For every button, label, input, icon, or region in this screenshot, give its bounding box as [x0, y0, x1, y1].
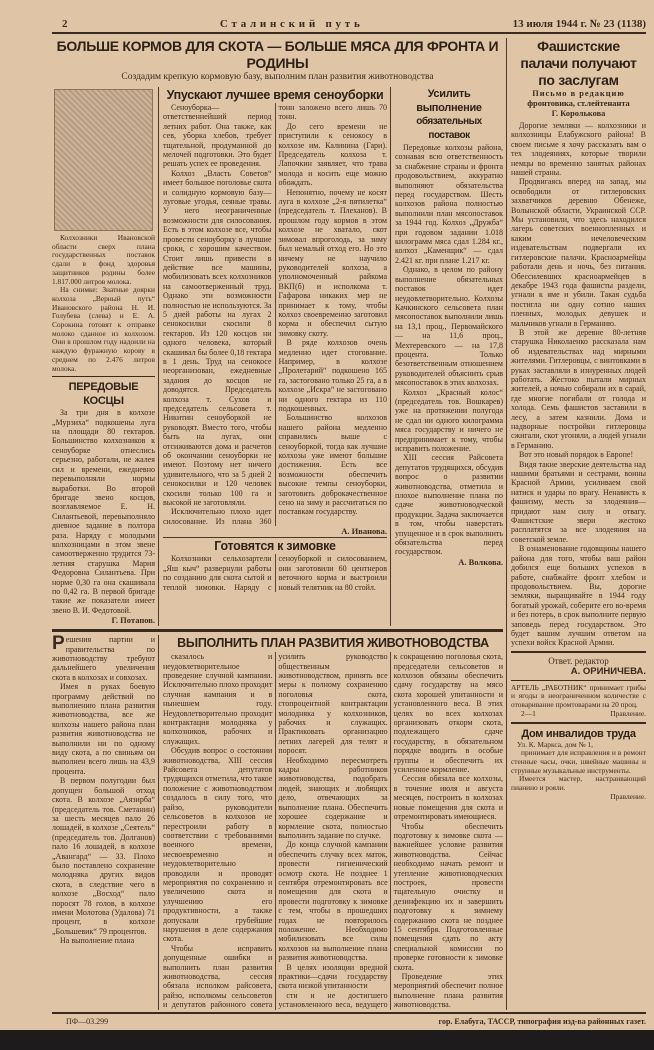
paragraph: За три дня в колхозе „Мурзиха“ подкошены луга на площади 80 гектаров. Большинство колхозников к сеноуборке отнеслись серьезно, работали, не жалея сил и времени, ежедневно перевыполняли нормы выработки. Во второй бригаде звено косцов, возглавляемое Е. Н. Силантьевой, перевыполняло дневное задание в полтора раза. Наряду с молодыми колхозницами в этом звене самоотверженно трудится 73-летняя старушка Мария Федоровна Силантьева. При норме 0,30 га она скашивала по 0,42 га. В первой бригаде такие же показатели имеет звено В. И. Федотовой.	[52, 408, 155, 615]
letter-subtitle-3: Г. Королькова	[551, 109, 606, 118]
paragraph: Колхоз „Власть Советов“ имеет большое поголовье скота и солидную кормовую базу—луговые угодья, сеяные травы. У него неограниченные возможности для силосования. Есть в этом колхозе все, чтобы провести сеноуборку в лучшие сроки, с хорошим качеством. Стоит лишь привести в действие все машины, мобилизовать всех колхозников на самоотверженный труд. Однако эти возможности полностью не используются. За 5 дней работы на лугах 2 сенокосилки скосили 8 гектаров. Из 120 косцов ни одного человека, который скашивал бы более 0,18 гектара в 1 день. Труд на сенокосе неорганизован, ежедневные задания до косцов не доводятся. Председатель колхоза т. Сухов и председатель сельсовета т. Никитин сеноуборкой не руководят. Вместо того, чтобы быть на лугах, они отсиживаются дома и расчетов об окончании сеноуборки не имеют. Поэтому нет ничего удивительного, что за 5 дней 2 сенокосилки и 120 человек скосили только 100 га и высокой не заготовляли.	[163, 168, 272, 508]
rule	[511, 651, 646, 653]
main-headline: БОЛЬШЕ КОРМОВ ДЛЯ СКОТА — БОЛЬШЕ МЯСА ДЛЯ ФРОНТА И РОДИНЫ	[56, 38, 499, 71]
plan-title: ВЫПОЛНИТЬ ПЛАН РАЗВИТИЯ ЖИВОТНОВОДСТВА	[177, 636, 489, 651]
paragraph: Чтобы обеспечить подготовку к зимовке скота — важнейшее условие развития животноводства. Сейчас необходимо начать ремонт и утепление животноводческих построек, провести тщательную очистку и дезинфекцию их и завершить подготовку к зимнему содержанию скота не позднее 15 сентября. Подготовленные помещения сдать по акту специальной комиссии по проверке готовности к зимовке скота.	[393, 821, 503, 972]
paragraph: сти и не достигшего установленного веса, ведущего к сокращению поголовья скота, председатели сельсоветов и колхозов обязаны обеспечить сдачу государству на мясо скота хорошей упитанности и установленного веса. В этих целях во всех колхозах организовать откорм скота, подлежащего сдаче государству, в обязательном порядке вводить в особые группы и обеспечить их усиленное кормление.	[278, 652, 503, 1010]
letter-subtitle-2: фронтовика, ст.лейтенанта	[527, 99, 630, 108]
masthead	[52, 18, 646, 34]
senouborka-signature: А. Иванова.	[341, 526, 387, 537]
plan-article	[52, 635, 503, 1009]
letter-subtitle-1: Письмо в редакцию	[532, 89, 625, 98]
ad-artel-text: АРТЕЛЬ „РАБОТНИК“ принимает грибы и ягоды в неограниченном количестве с отоваривание промтоварами на 20 проц.	[511, 682, 646, 710]
paragraph: Необходимо пересмотреть кадры работников животноводства, подобрать людей, знающих и любящих дело, отвечающих за выполнение плана. Обеспечить хорошее содержание и кормление скота, полностью выполнить задание по случке.	[278, 755, 388, 840]
ad-invalid-home-text: принимает для исправления и в ремонт стенные часы, очки, швейные машины и струнные музыкальные инструменты.	[511, 748, 646, 775]
zimovka-body	[163, 554, 387, 592]
ad-artel-signature: Правление.	[610, 708, 646, 718]
paragraph: Проведение этих мероприятий обеспечит полное выполнение плана развития животноводства.	[393, 972, 503, 1010]
top-section	[52, 38, 646, 1010]
newspaper-title: С т а л и н с к и й п у т ь	[219, 18, 361, 30]
zimovka-title: Готовятся к зимовке	[163, 537, 387, 554]
main-subheadline: Создадим крепкую кормовую базу, выполним план развития животноводства	[121, 72, 434, 82]
drop-cap: Р	[52, 633, 65, 655]
paragraph: В ряде колхозов очень медленно идет стогование. Например, в колхозе „Пролетарий“ подкошено 165 га, застоговано только 25 га, а в колхозе „Искра“ не застоговано ни одного гектара из 110 подкошенных.	[278, 338, 387, 413]
middle-column	[158, 87, 390, 626]
footer	[52, 1012, 646, 1026]
paragraph: Продвигаясь вперед на запад, мы освободили от гитлеровских захватчиков деревню Обенеже, Волынской области, Украинской ССР. Мы установили, что здесь находился лагерь советских военнопленных и каким нечеловеческим издевательствам подвергали их гитлеровские палачи. Красноармейцы работали день и ночь, без питания. Обессилевших красноармейцев в декабре 1943 года фашисты раздели, угнали к яме и убили. Такая судьба постигла ни одну сотню наших пленных, молодых девушек и мальчиков угнали в Германию.	[511, 177, 646, 328]
postavki-title-2: обязательных поставок	[416, 116, 482, 141]
paragraph: В целях изоляции вредной практики—сдачи государству скота низкой упитанности	[278, 962, 388, 991]
articles-row	[52, 87, 503, 626]
ad-invalid-home-title: Дом инвалидов труда	[521, 727, 636, 740]
paragraph: Чтобы исправить допущенные ошибки и выполнить план развития животноводства, сессия обязала исполком райсовета, райзо, исполкомы сельсоветов и депутатов районного совета усилить руководство общественным животноводством, принять все меры к полному сохранению поголовья скота, стопроцентной контрактации молодняка у колхозников, рабочих и служащих. Практиковать организацию летних лагерей для телят и поросят.	[163, 652, 388, 1010]
postavki-title-1: Усилить выполнение	[416, 88, 482, 114]
photo-milkmaids	[54, 89, 153, 231]
photo-description: На снимке: Знатные доярки колхоза „Верный путь“ Ивановского района Н. И. Голубева (слева) и Е. А. Сорокина готовят к отправке молоко сданное из колхозом. Они в прошлом году надоили на каждую фуражную корову в среднем по 2.476 литров молока.	[52, 285, 155, 373]
ad-artel-footer	[511, 710, 646, 719]
paragraph: На выполнение плана	[60, 936, 135, 946]
paragraph: Колхозники сельхозартели „Яш кыч“ развернули работы по созданию для скота сытой и теплой зимовки. Наряду с сеноуборкой и силосованием, они заготовили 60 центнеров веточного корма и выстроили новый телятник на 80 стойл.	[163, 554, 387, 592]
ad-invalid-home-text2: Имеется мастер, настраивающий пианино и рояли.	[511, 774, 646, 793]
editor-label: Ответ. редактор	[548, 655, 609, 666]
paragraph: Большинство колхозов нашего района медленно справились выше с сеноуборкой, тогда как лучшие колхозы уже имеют большие достижения. Есть все возможности обеспечить высокие темпы сеноуборки, заготовить доброкачественное сено на зиму и рассчитаться по поставкам государству.	[278, 413, 387, 517]
paragraph: Колхоз „Красный колос“ (председатель тов. Вошкарев) уже на протяжении полугода не сдал ни одного килограмма мяса государству и ничего не предпринимает к тому, чтобы исправить положение.	[395, 387, 503, 453]
paragraph: До конца случной кампании обеспечить случку всех маток, провести гигиенический осмотр скота. Не позднее 1 сентября отремонтировать все помещения для скота и провести подготовку к зимовке с тем, чтобы в прошедших годах не повторилось положение. Необходимо мобилизовать все силы колхозов на выполнение плана развития животноводства.	[278, 840, 388, 963]
plan-body	[163, 652, 503, 1009]
paragraph: сказалось и неудовлетворительное проведение случной кампании. Исключительно плохо проходит случная кампания и в нынешнем году. Неудовлетворительно проходит контрактация молодняка у колхозников, рабочих и служащих.	[163, 652, 273, 746]
photo-caption: Колхозники Ивановской области сверх плана государственных поставок сдали в фонд здоровья защитников родины более 1.817.000 литров молока.	[52, 233, 155, 286]
editor-name: А. ОРИНИЧЕВА.	[570, 665, 646, 677]
paragraph: В этой же деревне 80-летняя старушка Николаенко рассказала нам об издевательствах над мирными жителями. Гитлеровцы, с винтовками в руках заставляли в изнуренных людей работать. Жестоко пытали мирных жителей, а ночью собирали их в сарай, где многие погибали от голода и холода. Семь фашистов заставили в лесу, а затем казнили. Дома и надворные постройки гитлеровцы сжигали, скот угоняли, а людей угнали в Германию.	[511, 327, 646, 450]
letter-title-3: по заслугам	[538, 72, 619, 88]
letter-title-2: палачи получают	[520, 55, 637, 71]
paragraph: Имея в руках боевую программу действий по выполнению плана развития животноводства, все же колхозы нашего района план развития животноводства не выполнили ни по одному виду скота, а по свиньям он выполнен всего лишь на 43,9 процента.	[52, 682, 155, 776]
paragraph: Непонятно, почему не косят луга в колхозе „2-я пятилетка“ (председатель т. Плеханов). В прошлом году кормов в этом колхозе не хватало, скот зимовал впроголодь, за зиму был немалый отход его. Но это ничему не научило руководителей колхоза, а уполномоченный райкома ВКП(б) и исполкома т. Гафарова никаких мер не принимает к тому, чтобы колхоз своевременно заготовил корма и обеспечил сытую зимовку скоту.	[278, 187, 387, 338]
paragraph: В первом полугодии был допущен большой отход скота. В колхозе „Аязирба“ (председатель тов. Сметанин) за шесть месяцев пало 26 лошадей, в колхозе „Сеятель“ (председатель тов. Долганов) пало 16 лошадей, в колхозе „Авангард“ — 33. Плохо было поставлено сохранение молодняка других видов скота, в следствие чего в колхозе „Восход“ пало поросят 78 голов, в колхозе имени Молотова (Удалова) 71 процент, в колхозе „Большевик“ 79 процентов.	[52, 776, 155, 936]
plan-main	[158, 635, 503, 1009]
paragraph: Дорогие земляки — колхозники и колхозницы Елабужского района! В своем письме я хочу рассказать вам о тех злодеяниях, которые творили немцы во временно занятых районах нашей страны.	[511, 121, 646, 178]
footer-printer: гор. Елабуга, ТАССР, типография изд-ва районных газет.	[438, 1016, 646, 1026]
paragraph: Однако, в целом по району выполнение обязательных поставок идет неудовлетворительно. Колхозы Качкинского сельсовета план мясопоставок выполнили лишь на 13,1 проц., Первомайского — на 11,6 проц., Мехтеревского — на 17,8 процента. Только безответственным отношением руководителей объяснить срыв мясопоставок в этих колхозах.	[395, 265, 503, 388]
postavki-body	[395, 143, 503, 557]
paragraph: Сеноуборка—ответственнейший период летних работ. Она также, как сев, уборка хлебов, требует тщательной, продуманной до мелочей подготовки. Это будет решать успех ее проведения.	[163, 103, 272, 169]
paragraph: До сего времени не приступили к сенокосу в колхозе им. Калинина (Гари). Председатель колхоза т. Лапочкин заявляет, что трава молода и косить еще можно обождать.	[278, 121, 387, 188]
postavki-signature: А. Волкова.	[458, 556, 503, 567]
paragraph: Вот это новый порядок в Европе!	[519, 450, 634, 460]
paragraph: Передовые колхозы района, сознавая всю ответственность за снабжение страны и фронта продовольствием, аккуратно выполняют обязательства перед государством. Шесть колхозов района полностью выполнили план мясопоставок за 1944 год. Колхоз „Дружба“ при годовом задании 1.018 килограмм мяса сдал 1.284 кг., колхоз „Каменщик“ — сдал 2.421 кг. при плане 1.217 кг.	[395, 143, 503, 265]
ad-invalid-home-address: Ул. К. Маркса, дом № 1,	[517, 739, 593, 749]
postavki-column	[390, 87, 503, 626]
page-number: 2	[62, 18, 68, 30]
senouborka-body	[163, 103, 387, 526]
paragraph: В ознаменование годовщины нашего района для того, чтобы ваш район добился еще больших успехов в работе, снабжайте фронт хлебом и продовольствием. Вы, дорогие земляки, выращивайте в 1944 году богатый урожай, соберите его во-время и без потерь, в срок выполните первую заповедь перед государством. Это будет вашим лучшим ответом на успехи войск Красной Армии.	[511, 544, 646, 648]
paragraph: XIII сессия Райсовета депутатов трудящихся, обсудив вопрос о развитии животноводства, отметила и плохое выполнение плана по сдаче животноводческой продукции. Задача заключается в том, чтобы наверстать упущенное и в срок выполнить обязательства перед государством.	[395, 453, 503, 557]
ad-artel-number: 2—1	[521, 708, 536, 718]
paragraph: Исключительно плохо идет силосование. Из плана 360 тонн заложено всего лишь 70 тонн.	[163, 103, 387, 526]
ad-invalid-home-signature: Правление.	[610, 791, 646, 801]
left-area	[52, 38, 506, 1010]
rule	[511, 680, 646, 681]
footer-code: ПФ—03.299	[66, 1016, 109, 1026]
issue-date: 13 июля 1944 г. № 23 (1138)	[512, 18, 646, 30]
senouborka-title: Упускают лучшее время сеноуборки	[166, 88, 384, 102]
paragraph: Сессия обязала все колхозы, в точение июля и августа месяцев, построить в колхозах новые помещения для скота и отремонтировать имеющиеся.	[393, 774, 503, 822]
letter-title-1: Фашистские	[537, 38, 620, 54]
photo-column	[52, 87, 158, 626]
scan-background	[0, 1030, 654, 1050]
section-rule	[52, 629, 503, 632]
letter-body	[511, 121, 646, 648]
letter-subtitle	[511, 89, 646, 119]
rule	[511, 722, 646, 724]
kostsy-title: ПЕРЕДОВЫЕ КОСЦЫ	[68, 381, 139, 408]
plan-intro	[52, 635, 158, 1009]
paragraph: Видя такие зверские деятельства над нашими братьями и сестрами, воины Красной Армии, усиливаем свой натиск и удары по врагу. Ненависть к фашизму, месть за злодеяния— придают нам силу и отвагу. Фашистские звери жестоко расплатятся за все злодеяния на советской земле.	[511, 459, 646, 544]
paragraph: Обсудив вопрос о состоянии животноводства, XIII сессия Райсовета депутатов трудящихся отметила, что такое положение с животноводством создалось в силу того, что райзо, руководители сельсоветов в колхозов не перестроили работу в соответствии с требованиями военного времени, несвоевременно и неудовлетворительно проводили и проводят мероприятия по сохранению и увеличению скота и улучшению его продуктивности, а также допускали грубейшие нарушения в деле содержания скота.	[163, 746, 273, 944]
kostsy-signature: Г. Потапов.	[111, 615, 155, 626]
letter-column	[506, 38, 646, 1010]
rule	[52, 376, 155, 377]
kostsy-body	[52, 408, 155, 615]
paragraph: ешения партии и правительства по животноводству требуют дальнейшего увеличения скота в колхозах и совхозах.	[52, 635, 155, 682]
